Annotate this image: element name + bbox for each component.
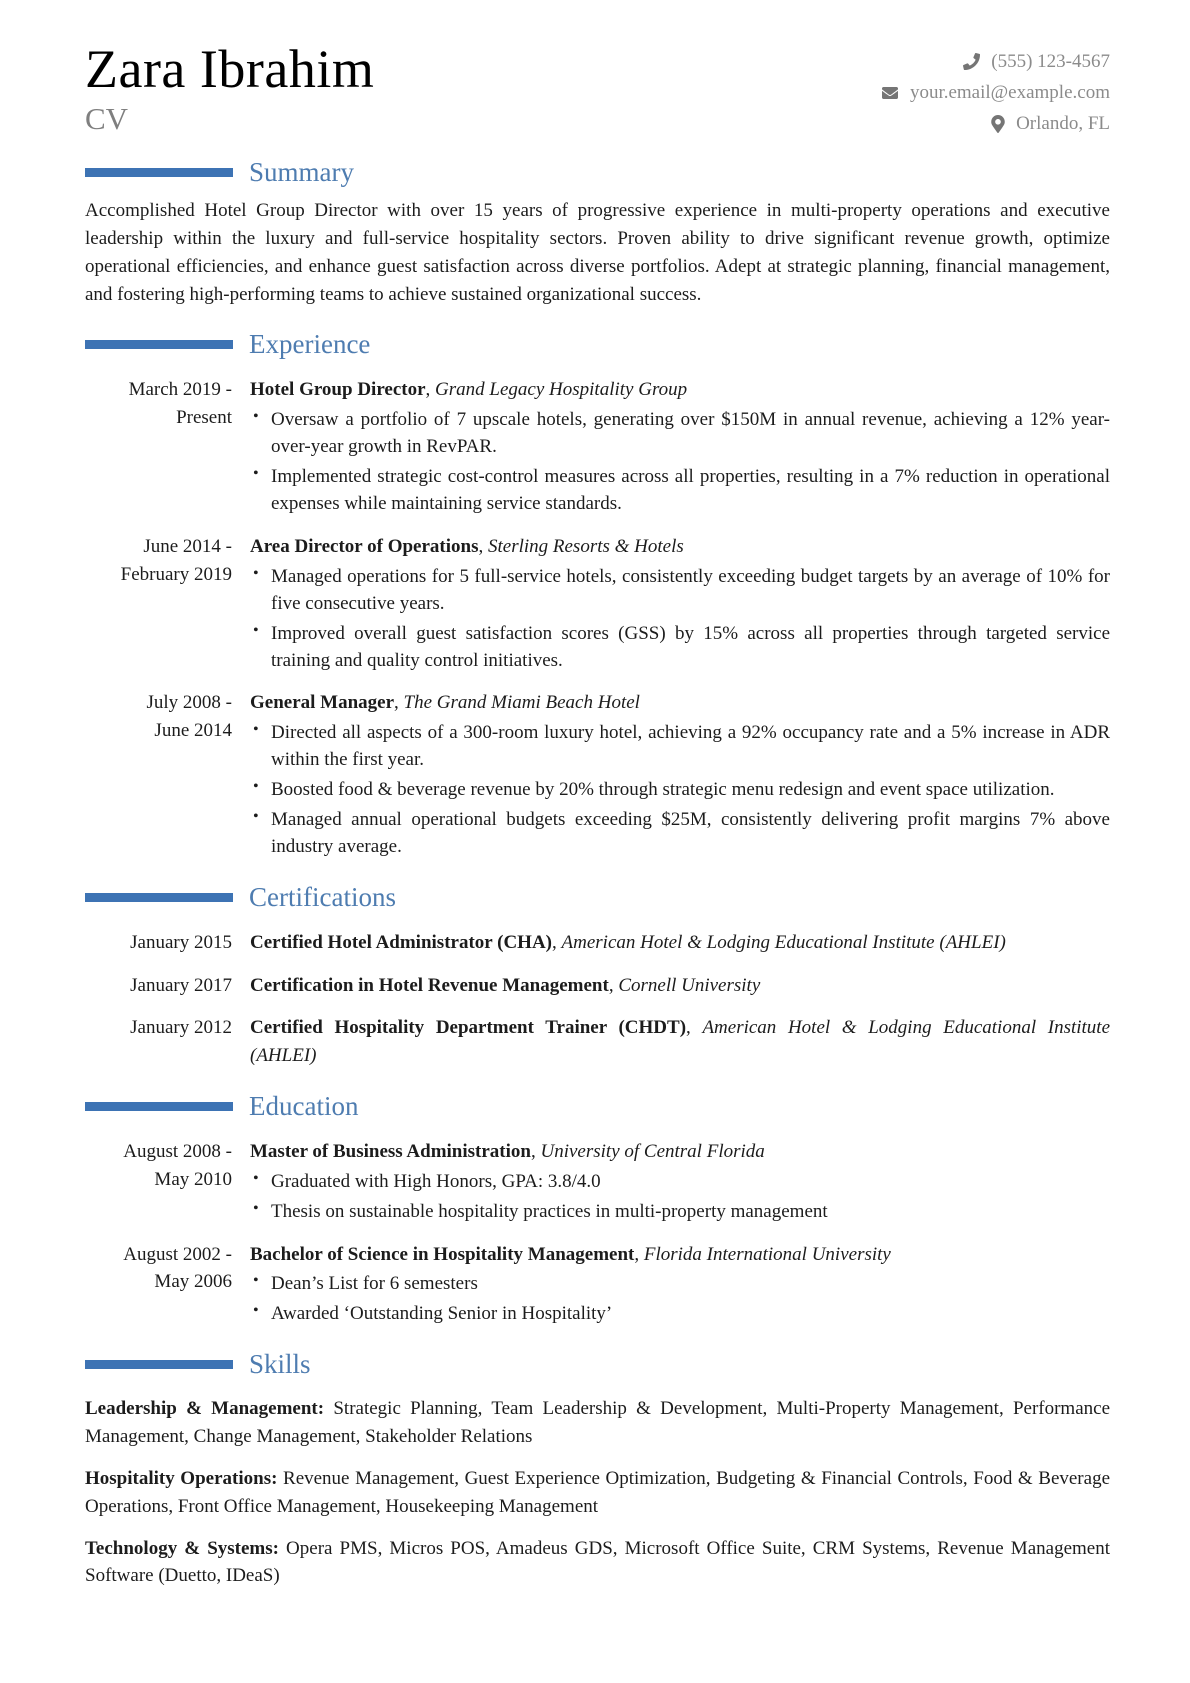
date-line: June 2014 - — [143, 535, 232, 557]
education-entry — [85, 1241, 1110, 1329]
bullet-item: • Thesis on sustainable hospitality practices in multi-property management — [250, 1199, 1110, 1226]
phone-icon — [963, 53, 980, 70]
separator: , — [686, 1017, 703, 1039]
entry-body — [250, 1138, 1110, 1226]
section-accent-bar — [85, 893, 233, 902]
entry-bullets — [250, 564, 1110, 675]
entry-title — [250, 533, 1110, 561]
section-experience — [85, 328, 1110, 861]
cv-subtitle: CV — [85, 101, 129, 137]
entry-dates — [85, 689, 232, 861]
entry-school: Florida International University — [643, 1243, 891, 1265]
date-line: August 2008 - — [123, 1140, 232, 1162]
entry-role: General Manager — [250, 692, 395, 714]
section-summary — [85, 156, 1110, 308]
contact-email — [881, 77, 1110, 108]
entry-bullets — [250, 407, 1110, 518]
section-title: Experience — [249, 329, 371, 360]
entry-body — [250, 376, 1110, 518]
section-title: Education — [249, 1091, 359, 1122]
entry-org: American Hotel & Lodging Educational Institute (AHLEI) — [250, 1017, 1111, 1067]
bullet-item: • Managed annual operational budgets exceeding $25M, consistently delivering profit margins 7% above industry average. — [250, 807, 1110, 861]
certification-entry — [85, 972, 1110, 1000]
date-line: Present — [176, 406, 232, 428]
date-line: June 2014 — [154, 720, 232, 742]
bullet-item: • Oversaw a portfolio of 7 upscale hotels, generating over $150M in annual revenue, achieving a 12% year-over-year growth in RevPAR. — [250, 407, 1110, 461]
entry-dates — [85, 1138, 232, 1226]
location-icon — [991, 115, 1005, 133]
skill-group — [85, 1395, 1110, 1451]
separator: , — [478, 535, 488, 557]
bullet-item: • Improved overall guest satisfaction scores (GSS) by 15% across all properties through targeted service training and quality control initiatives. — [250, 621, 1110, 675]
section-accent-bar — [85, 168, 233, 177]
entry-bullets — [250, 1169, 1110, 1226]
entry-body — [250, 689, 1110, 861]
email-icon — [881, 85, 899, 101]
section-heading — [85, 1348, 1110, 1380]
email-text: your.email@example.com — [909, 82, 1110, 103]
section-accent-bar — [85, 1102, 233, 1111]
entry-dates — [85, 376, 232, 518]
entry-body — [250, 929, 1110, 957]
entry-body — [250, 1241, 1110, 1329]
entry-org: Cornell University — [618, 974, 761, 996]
section-heading — [85, 881, 1110, 913]
location-text: Orlando, FL — [1016, 113, 1110, 134]
skill-group-label: Technology & Systems: — [85, 1537, 279, 1559]
bullet-item: • Boosted food & beverage revenue by 20% through strategic menu redesign and event space utilization. — [250, 777, 1110, 804]
date-line: January 2015 — [130, 931, 232, 953]
section-heading — [85, 156, 1110, 188]
entry-org: Grand Legacy Hospitality Group — [435, 378, 688, 400]
contact-phone — [881, 46, 1110, 77]
separator: , — [634, 1243, 644, 1265]
skill-group — [85, 1535, 1110, 1591]
date-line: July 2008 - — [146, 692, 232, 714]
section-title: Summary — [249, 157, 354, 188]
separator: , — [425, 378, 436, 400]
separator: , — [552, 931, 562, 953]
separator: , — [608, 974, 619, 996]
phone-text: (555) 123-4567 — [991, 51, 1110, 72]
bullet-item: • Awarded ‘Outstanding Senior in Hospitality’ — [250, 1301, 1110, 1328]
skill-group-label: Leadership & Management: — [85, 1397, 325, 1419]
entry-role: Area Director of Operations — [250, 535, 479, 557]
skill-group-label: Hospitality Operations: — [85, 1467, 278, 1489]
entry-bullets — [250, 1271, 1110, 1328]
entry-title — [250, 1241, 1110, 1269]
certification-entry — [85, 1014, 1110, 1070]
entry-dates — [85, 1014, 232, 1070]
experience-entry — [85, 376, 1110, 518]
entry-title — [250, 972, 1110, 1000]
certification-entry — [85, 929, 1110, 957]
section-title: Skills — [249, 1349, 311, 1380]
entry-body — [250, 972, 1110, 1000]
summary-text: Accomplished Hotel Group Director with over 15 years of progressive experience in multi-property operations and executive leadership within the luxury and full-service hospitality sectors. Proven ability to drive significant revenue growth, optimize operational efficiencies, and enhance guest satisfaction across diverse portfolios. Adept at strategic planning, financial management, and fostering high-performing teams to achieve sustained organizational success. — [85, 199, 1110, 305]
skill-group-text: Opera PMS, Micros POS, Amadeus GDS, Microsoft Office Suite, CRM Systems, Revenue Management Software (Duetto, IDeaS) — [85, 1537, 1110, 1587]
skill-group-text: Strategic Planning, Team Leadership & Development, Multi-Property Management, Performance Management, Change Management, Stakeholder Relations — [85, 1397, 1111, 1447]
experience-entry — [85, 533, 1110, 675]
header — [85, 40, 1110, 136]
entry-role: Certification in Hotel Revenue Management — [250, 974, 609, 996]
entry-bullets — [250, 720, 1110, 861]
entry-role: Certified Hotel Administrator (CHA) — [250, 931, 553, 953]
section-title: Certifications — [249, 882, 396, 913]
separator: , — [530, 1140, 541, 1162]
section-certifications — [85, 881, 1110, 1070]
entry-title — [250, 376, 1110, 404]
entry-body — [250, 1014, 1110, 1070]
entry-degree: Master of Business Administration — [250, 1140, 531, 1162]
entry-dates — [85, 1241, 232, 1329]
entry-title — [250, 1138, 1110, 1166]
entry-role: Certified Hospitality Department Trainer (CHDT) — [250, 1017, 687, 1039]
date-line: January 2017 — [130, 974, 232, 996]
entry-org: American Hotel & Lodging Educational Institute (AHLEI) — [561, 931, 1006, 953]
skill-group — [85, 1465, 1110, 1521]
date-line: May 2006 — [154, 1271, 232, 1293]
date-line: August 2002 - — [123, 1243, 232, 1265]
entry-title — [250, 929, 1110, 957]
bullet-item: • Managed operations for 5 full-service hotels, consistently exceeding budget targets by an average of 10% for five consecutive years. — [250, 564, 1110, 618]
bullet-item: • Implemented strategic cost-control measures across all properties, resulting in a 7% reduction in operational expenses while maintaining service standards. — [250, 464, 1110, 518]
entry-title — [250, 689, 1110, 717]
entry-degree: Bachelor of Science in Hospitality Management — [250, 1243, 635, 1265]
entry-role: Hotel Group Director — [250, 378, 426, 400]
date-line: February 2019 — [120, 563, 232, 585]
contact-block — [881, 46, 1110, 139]
section-skills — [85, 1348, 1110, 1590]
bullet-item: • Directed all aspects of a 300-room luxury hotel, achieving a 92% occupancy rate and a 5% increase in ADR within the first year. — [250, 720, 1110, 774]
section-heading — [85, 1090, 1110, 1122]
experience-entry — [85, 689, 1110, 861]
section-education — [85, 1090, 1110, 1328]
section-heading — [85, 328, 1110, 360]
date-line: May 2010 — [154, 1168, 232, 1190]
entry-title — [250, 1014, 1110, 1070]
bullet-item: • Graduated with High Honors, GPA: 3.8/4.0 — [250, 1169, 1110, 1196]
education-entry — [85, 1138, 1110, 1226]
entry-body — [250, 533, 1110, 675]
entry-dates — [85, 972, 232, 1000]
separator: , — [394, 692, 404, 714]
section-accent-bar — [85, 1360, 233, 1369]
bullet-item: • Dean’s List for 6 semesters — [250, 1271, 1110, 1298]
entry-org: Sterling Resorts & Hotels — [487, 535, 684, 557]
entry-dates — [85, 533, 232, 675]
section-accent-bar — [85, 340, 233, 349]
contact-location — [881, 108, 1110, 139]
entry-school: University of Central Florida — [540, 1140, 765, 1162]
date-line: January 2012 — [130, 1017, 232, 1039]
entry-org: The Grand Miami Beach Hotel — [403, 692, 640, 714]
entry-dates — [85, 929, 232, 957]
date-line: March 2019 - — [128, 378, 232, 400]
person-name: Zara Ibrahim — [85, 39, 375, 99]
skill-group-text: Revenue Management, Guest Experience Optimization, Budgeting & Financial Controls, Food & Beverage Operations, Front Office Management, Housekeeping Management — [85, 1467, 1111, 1517]
